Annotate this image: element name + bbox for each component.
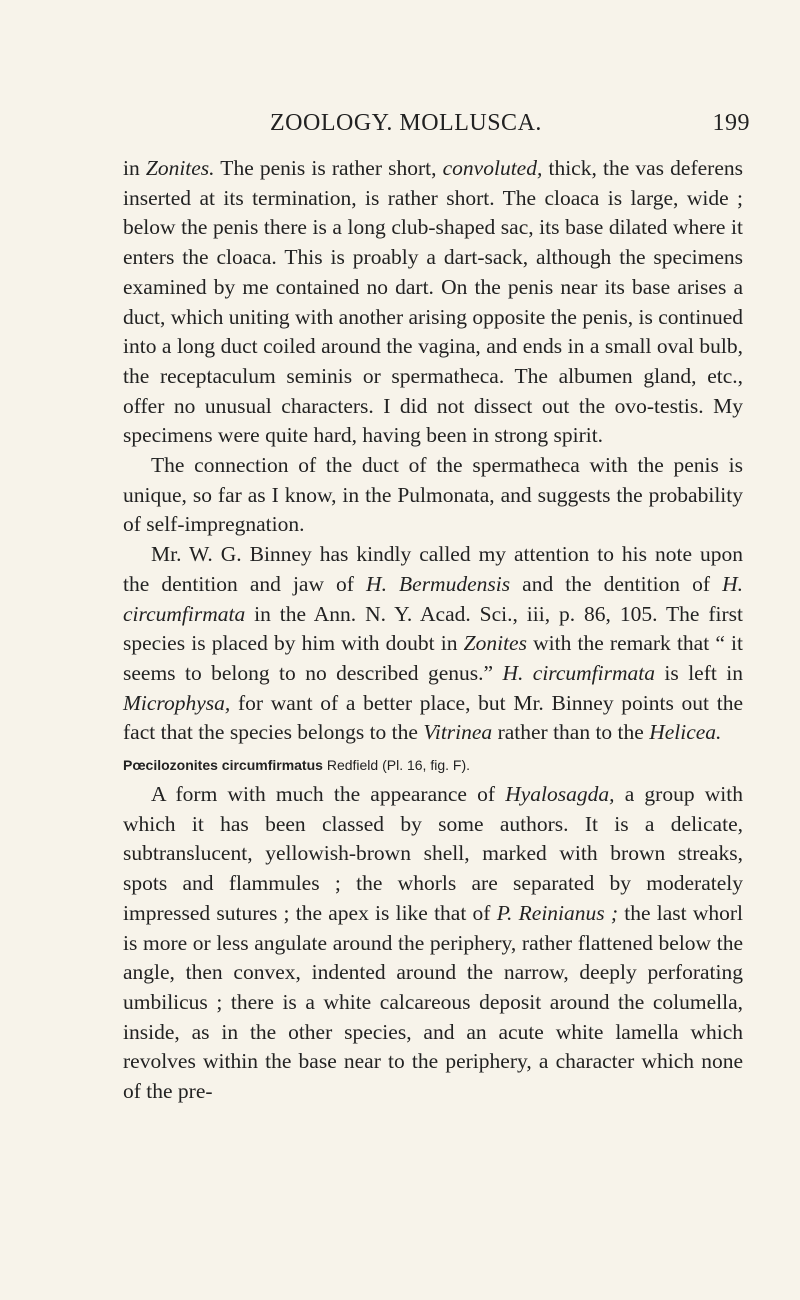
italic-run: Zonites.: [145, 156, 215, 180]
italic-run: P. Reinianus ;: [496, 900, 619, 925]
text-run: Redfield (Pl. 16, fig. F).: [322, 757, 470, 774]
text-run: rather than to the: [492, 720, 650, 745]
text-run: Pœcilozonites circumfirmatus: [123, 757, 323, 774]
page-number: 199: [712, 110, 750, 136]
text-run: A form with much the appearance of: [151, 782, 506, 807]
italic-run: Microphysa,: [123, 690, 231, 715]
text-run: and the dentition of: [510, 571, 723, 596]
italic-run: H. circumfirmata: [502, 660, 655, 685]
running-head-title: ZOOLOGY. MOLLUSCA.: [270, 110, 542, 136]
italic-run: H. Bermudensis: [366, 571, 511, 596]
italic-run: Vitrinea: [423, 720, 493, 745]
paragraph-spermatheca: [123, 451, 743, 540]
text-run: with the remark that “ it seems to belong to no described genus.”: [123, 631, 743, 685]
paragraph-anatomy: [123, 154, 743, 451]
text-run: in the Ann. N. Y. Acad. Sci., iii, p. 86, 105. The first species is placed by him with doubt in: [123, 601, 743, 656]
text-run: The penis is rather short,: [214, 156, 443, 180]
text-run: the last whorl is more or less angulate around the periphery, rather flattened below the angle, then convex, indented around the narrow, deeply perforating umbilicus ; there is a white calcareous deposit around the columella, inside, as in the other species, and an acute white lamella which revolves within the base near to the periphery, a character which none of the pre-: [123, 900, 743, 1104]
italic-run: H. circumfirmata: [123, 571, 743, 626]
species-heading: [123, 750, 743, 780]
running-head: [270, 110, 750, 140]
italic-run: convoluted,: [442, 156, 543, 180]
italic-run: Helicea.: [649, 720, 722, 745]
paragraph-shell-description: [123, 780, 743, 1107]
text-run: for want of a better place, but Mr. Binney points out the fact that the species belongs to the: [123, 690, 743, 745]
paragraph-binney-note: [123, 540, 743, 748]
italic-run: Hyalosagda,: [505, 782, 615, 807]
italic-run: Zonites: [463, 631, 527, 656]
text-run: in: [123, 156, 146, 180]
text-run: thick, the vas deferens inserted at its termination, is rather short. The cloaca is large, wide ; below the penis there is a long club-shaped sac, its base dilated where it enters the cloaca. This is proably a dart-sack, although the specimens examined by me contained no dart. On the penis near its base arises a duct, which uniting with another arising opposite the penis, is continued into a long duct coiled around the vagina, and ends in a small oval bulb, the receptaculum seminis or spermatheca. The albumen gland, etc., offer no unusual characters. I did not dissect out the ovo-testis. My specimens were quite hard, having been in strong spirit.: [123, 156, 743, 448]
body-text: [123, 154, 743, 1107]
text-run: is left in: [655, 660, 743, 685]
text-run: The connection of the duct of the spermatheca with the penis is unique, so far as I know, in the Pulmonata, and suggests the probability of self-impregnation.: [123, 453, 743, 537]
text-run: Mr. W. G. Binney has kindly called my attention to his note upon the dentition and jaw of: [123, 542, 743, 596]
text-run: a group with which it has been classed by some authors. It is a delicate, subtranslucent, yellowish-brown shell, marked with brown streaks, spots and flammules ; the whorls are separated by moderately impressed sutures ; the apex is like that of: [123, 782, 743, 925]
